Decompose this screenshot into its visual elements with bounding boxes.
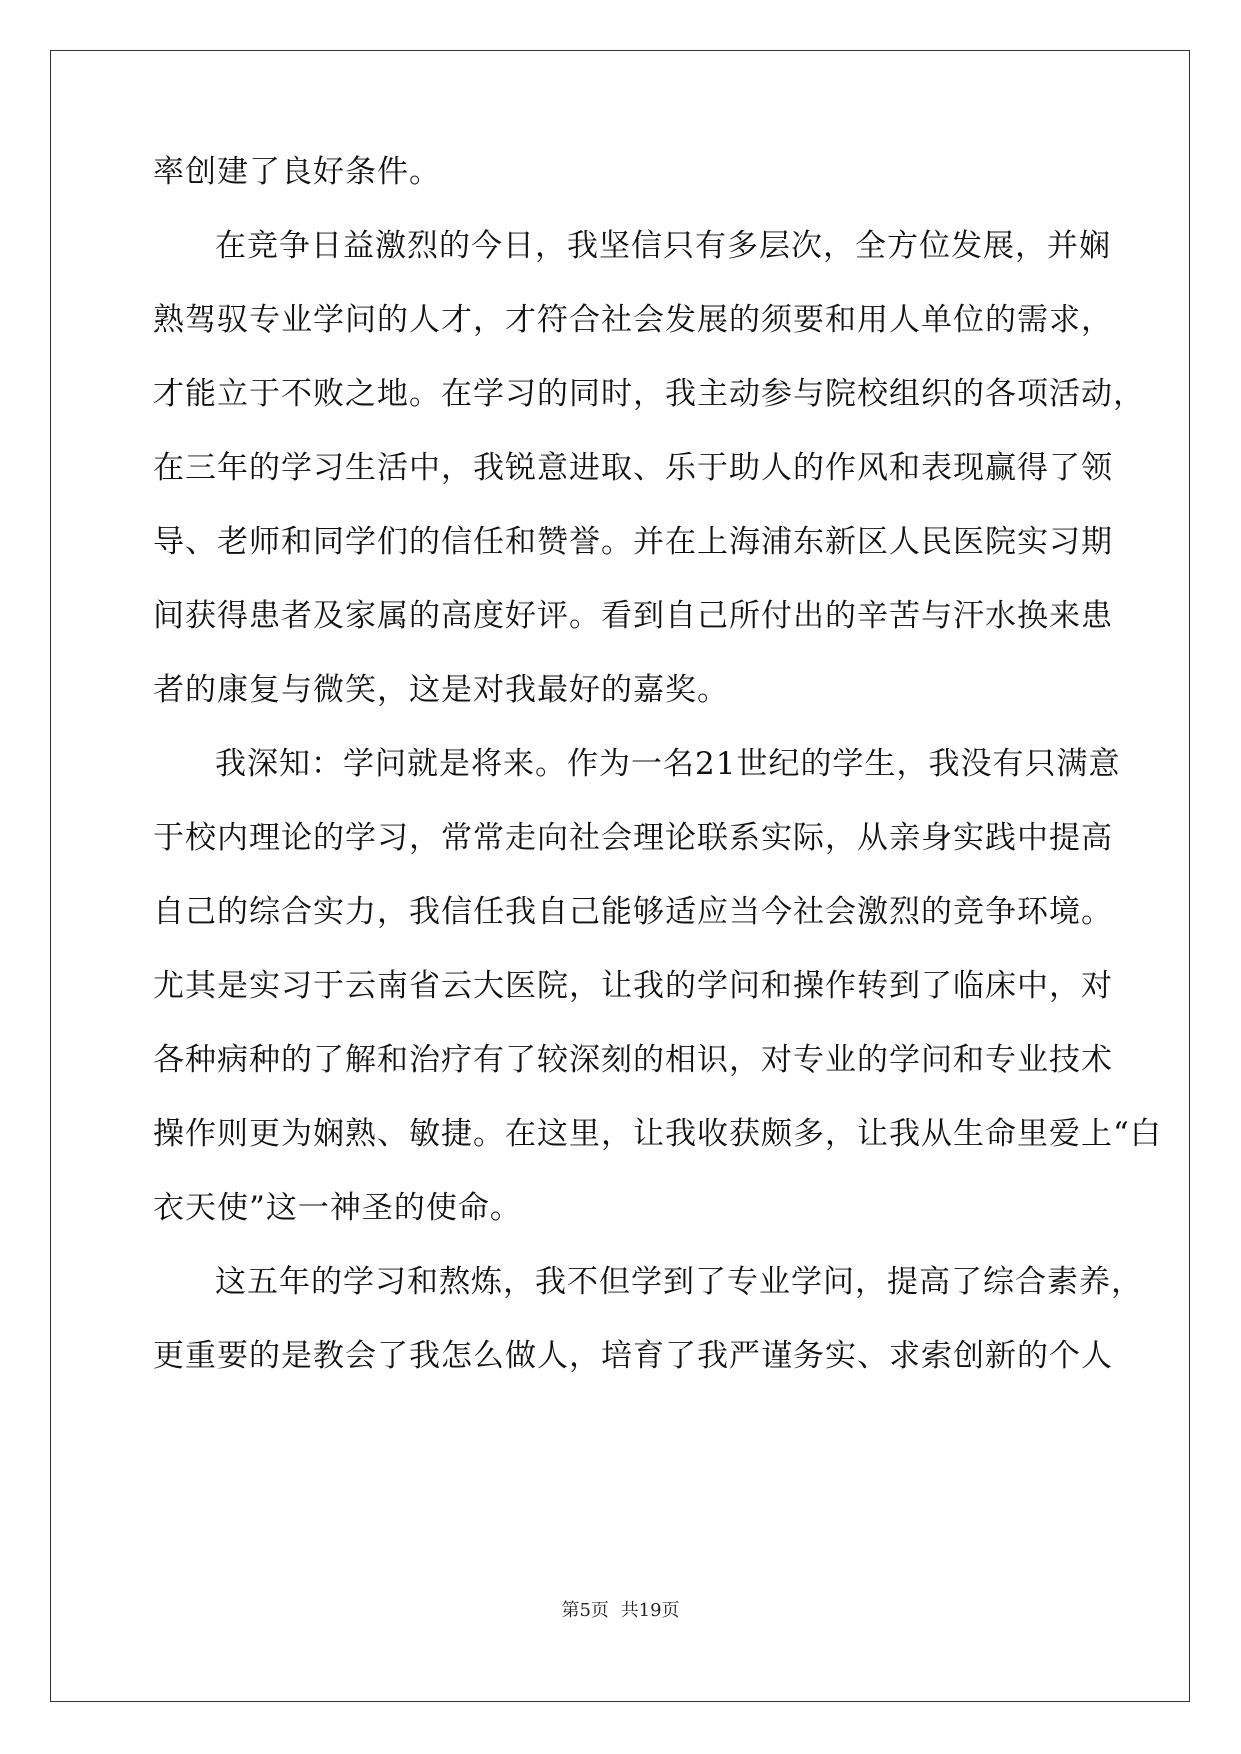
page-footer [0,1596,1241,1622]
text-line: 在三年的学习生活中，我锐意进取、乐于助人的作风和表现赢得了领 [153,450,1113,486]
text-line: 导、老师和同学们的信任和赞誉。并在上海浦东新区人民医院实习期 [153,524,1113,560]
total-pages-label: 共19页 [620,1600,680,1621]
text-line: 在竞争日益激烈的今日，我坚信只有多层次，全方位发展，并娴 [215,228,1111,264]
text-line: 这五年的学习和熬炼，我不但学到了专业学问，提高了综合素养， [215,1264,1143,1300]
text-line: 我深知：学问就是将来。作为一名21世纪的学生，我没有只满意 [215,746,1121,782]
text-line: 自己的综合实力，我信任我自己能够适应当今社会激烈的竞争环境。 [153,894,1113,930]
current-page-label: 第5页 [561,1600,609,1621]
text-line: 率创建了良好条件。 [153,154,441,190]
text-line: 才能立于不败之地。在学习的同时，我主动参与院校组织的各项活动， [153,376,1145,412]
text-line: 各种病种的了解和治疗有了较深刻的相识，对专业的学问和专业技术 [153,1042,1113,1078]
text-line: 于校内理论的学习，常常走向社会理论联系实际，从亲身实践中提高 [153,820,1113,856]
text-line: 熟驾驭专业学问的人才，才符合社会发展的须要和用人单位的需求， [153,302,1113,338]
text-line: 更重要的是教会了我怎么做人，培育了我严谨务实、求索创新的个人 [153,1338,1113,1374]
text-line: 间获得患者及家属的高度好评。看到自己所付出的辛苦与汗水换来患 [153,598,1113,634]
page-border [50,50,1190,1702]
text-line: 尤其是实习于云南省云大医院，让我的学问和操作转到了临床中，对 [153,968,1113,1004]
text-line: 衣天使”这一神圣的使命。 [153,1190,522,1226]
text-line: 者的康复与微笑，这是对我最好的嘉奖。 [153,672,729,708]
text-line: 操作则更为娴熟、敏捷。在这里，让我收获颇多，让我从生命里爱上“白 [153,1116,1162,1152]
